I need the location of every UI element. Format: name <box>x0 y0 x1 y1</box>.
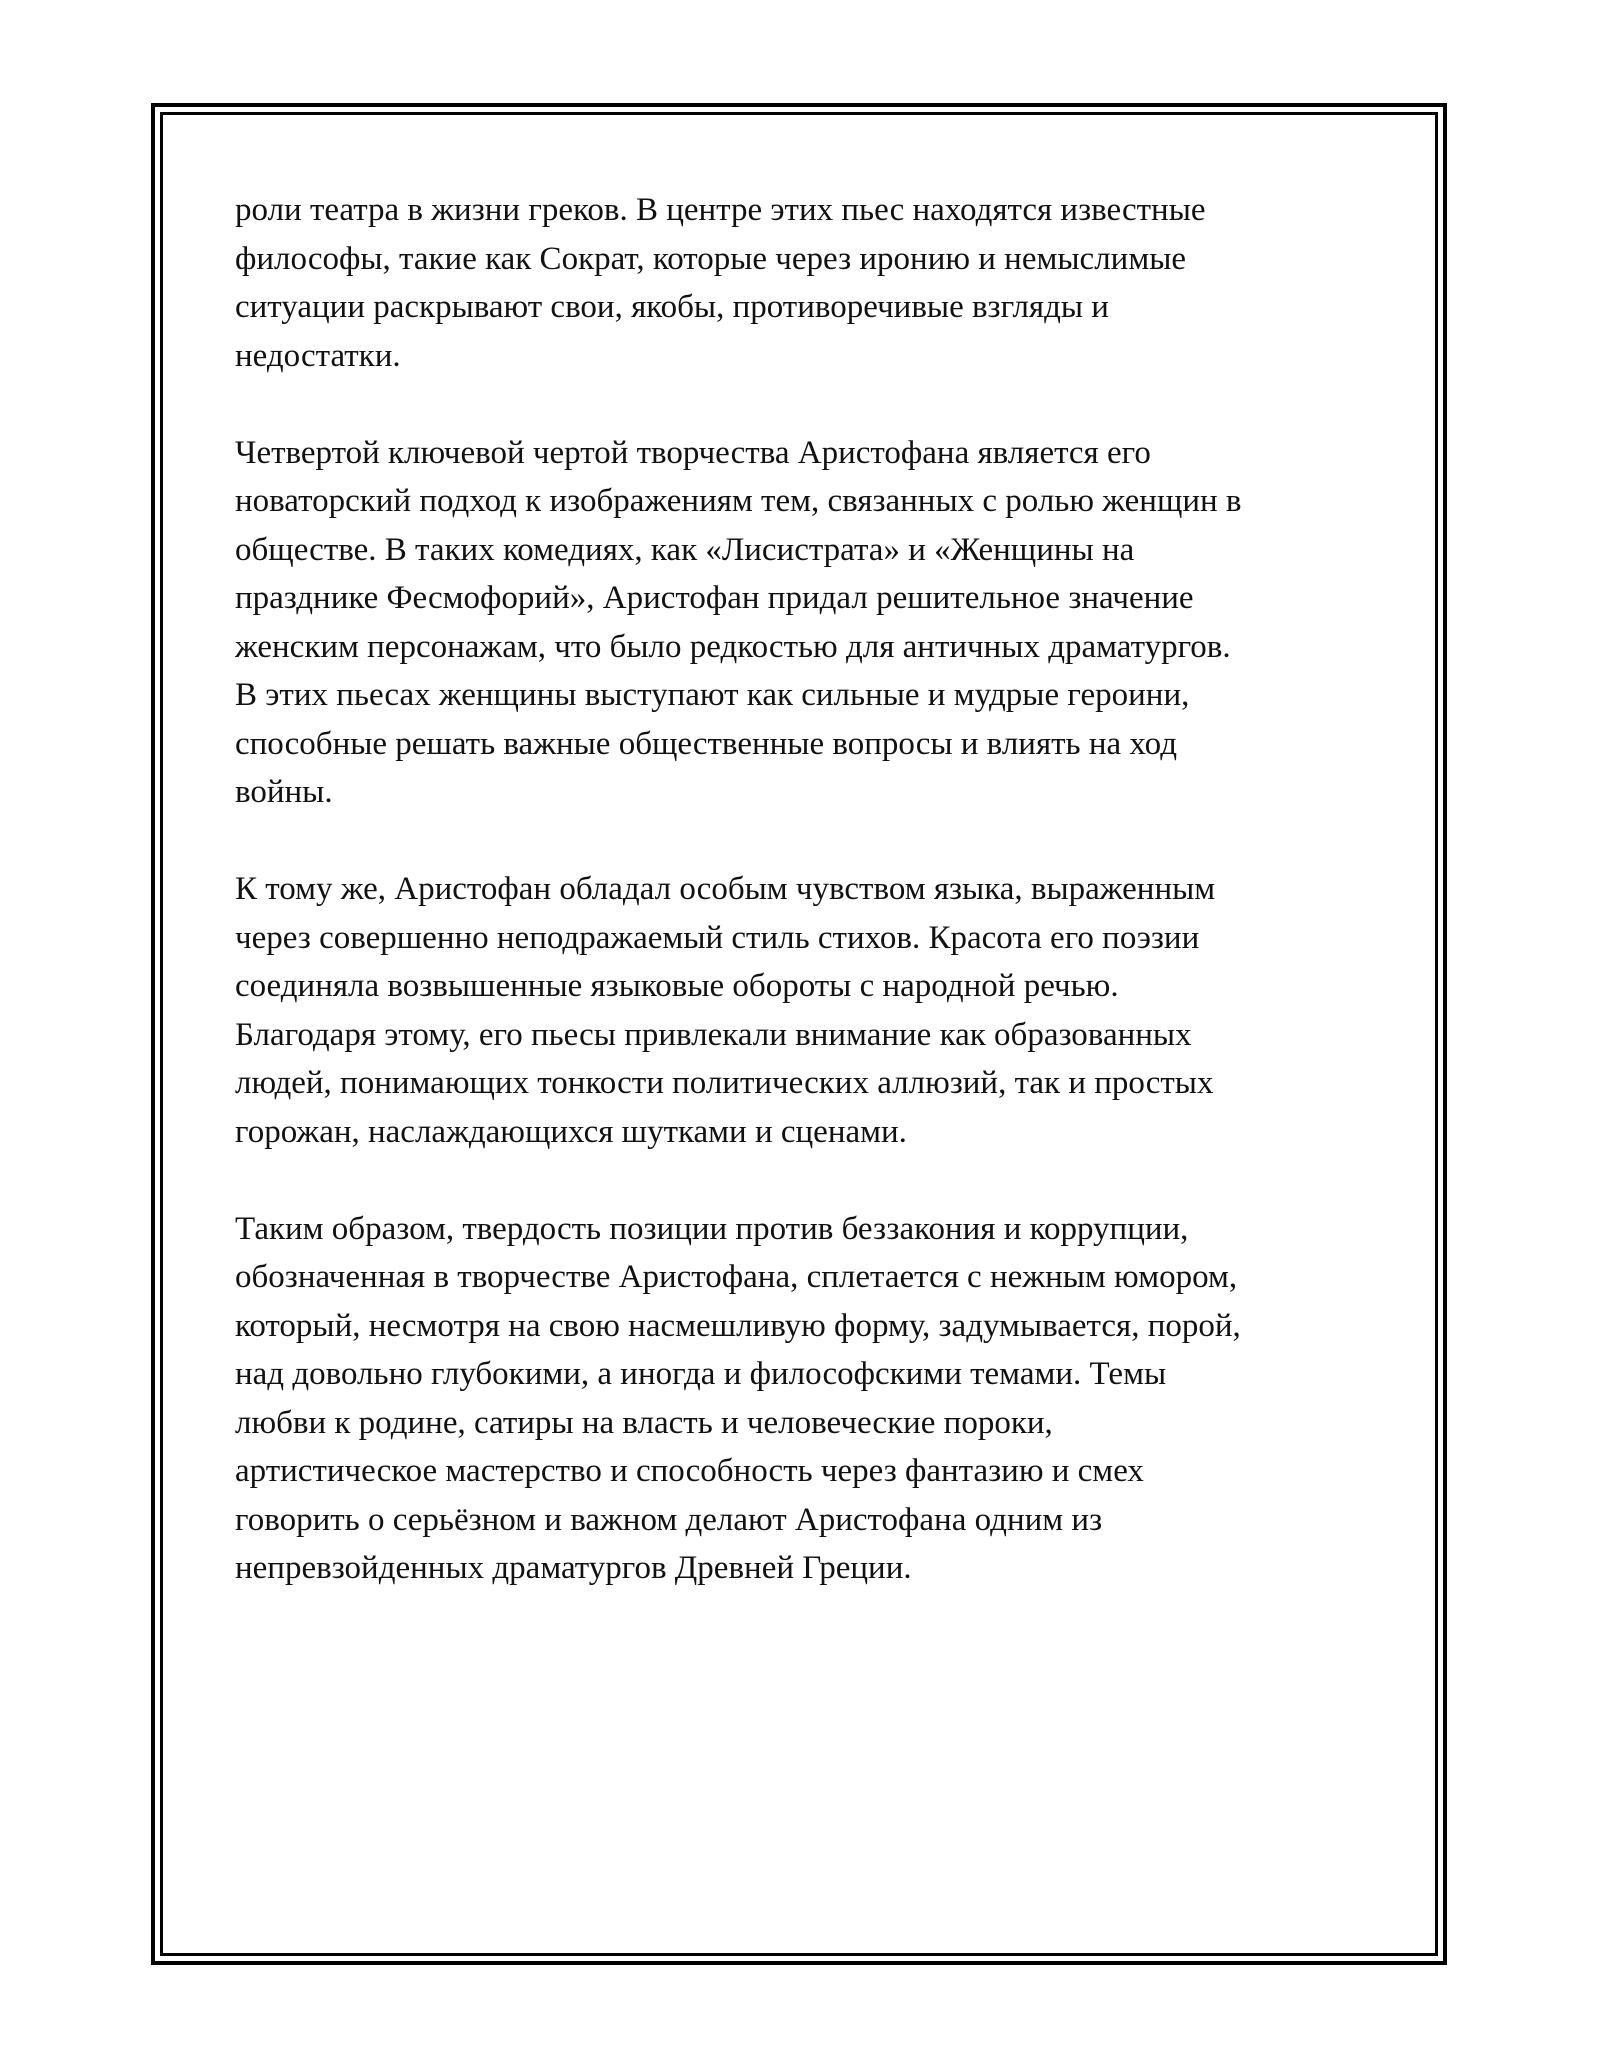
text-line: артистическое мастерство и способность через фантазию и смех <box>235 1453 1144 1489</box>
text-line: празднике Фесмофорий», Аристофан придал решительное значение <box>235 580 1194 616</box>
text-line: войны. <box>235 774 333 810</box>
text-line: любви к родине, сатиры на власть и человеческие пороки, <box>235 1404 1053 1441</box>
text-line: женским персонажам, что было редкостью для античных драматургов. <box>235 628 1231 665</box>
text-line: Таким образом, твердость позиции против беззакония и коррупции, <box>235 1210 1189 1247</box>
text-line: непревзойденных драматургов Древней Греции. <box>235 1550 912 1586</box>
text-line: обществе. В таких комедиях, как «Лисистрата» и «Женщины на <box>235 531 1135 568</box>
paragraph-4 <box>235 1205 1365 1593</box>
text-line: который, несмотря на свою насмешливую форму, задумывается, порой, <box>235 1307 1241 1344</box>
text-line: ситуации раскрывают свои, якобы, противоречивые взгляды и <box>235 289 1109 325</box>
text-line: людей, понимающих тонкости политических аллюзий, так и простых <box>235 1065 1214 1101</box>
text-line: Четвертой ключевой чертой творчества Аристофана является его <box>235 434 1151 471</box>
text-line: новаторский подход к изображениям тем, связанных с ролью женщин в <box>235 483 1242 519</box>
text-line: горожан, наслаждающихся шутками и сценами. <box>235 1113 907 1150</box>
paragraph-1 <box>235 186 1365 380</box>
text-line: философы, такие как Сократ, которые через иронию и немыслимые <box>235 240 1187 277</box>
text-line: через совершенно неподражаемый стиль стихов. Красота его поэзии <box>235 919 1200 956</box>
text-line: способные решать важные общественные вопросы и влиять на ход <box>235 725 1177 762</box>
document-body <box>235 186 1365 1641</box>
text-line: обозначенная в творчестве Аристофана, сплетается с нежным юмором, <box>235 1259 1238 1295</box>
text-line: над довольно глубокими, а иногда и философскими темами. Темы <box>235 1356 1167 1392</box>
text-line: Благодаря этому, его пьесы привлекали внимание как образованных <box>235 1016 1192 1053</box>
text-line: роли театра в жизни греков. В центре этих пьес находятся известные <box>235 192 1206 228</box>
paragraph-3 <box>235 865 1365 1156</box>
text-line: К тому же, Аристофан обладал особым чувством языка, выраженным <box>235 871 1216 907</box>
paragraph-2 <box>235 429 1365 817</box>
text-line: В этих пьесах женщины выступают как сильные и мудрые героини, <box>235 677 1190 713</box>
text-line: недостатки. <box>235 337 401 374</box>
text-line: говорить о серьёзном и важном делают Аристофана одним из <box>235 1501 1103 1538</box>
text-line: соединяла возвышенные языковые обороты с народной речью. <box>235 968 1119 1004</box>
